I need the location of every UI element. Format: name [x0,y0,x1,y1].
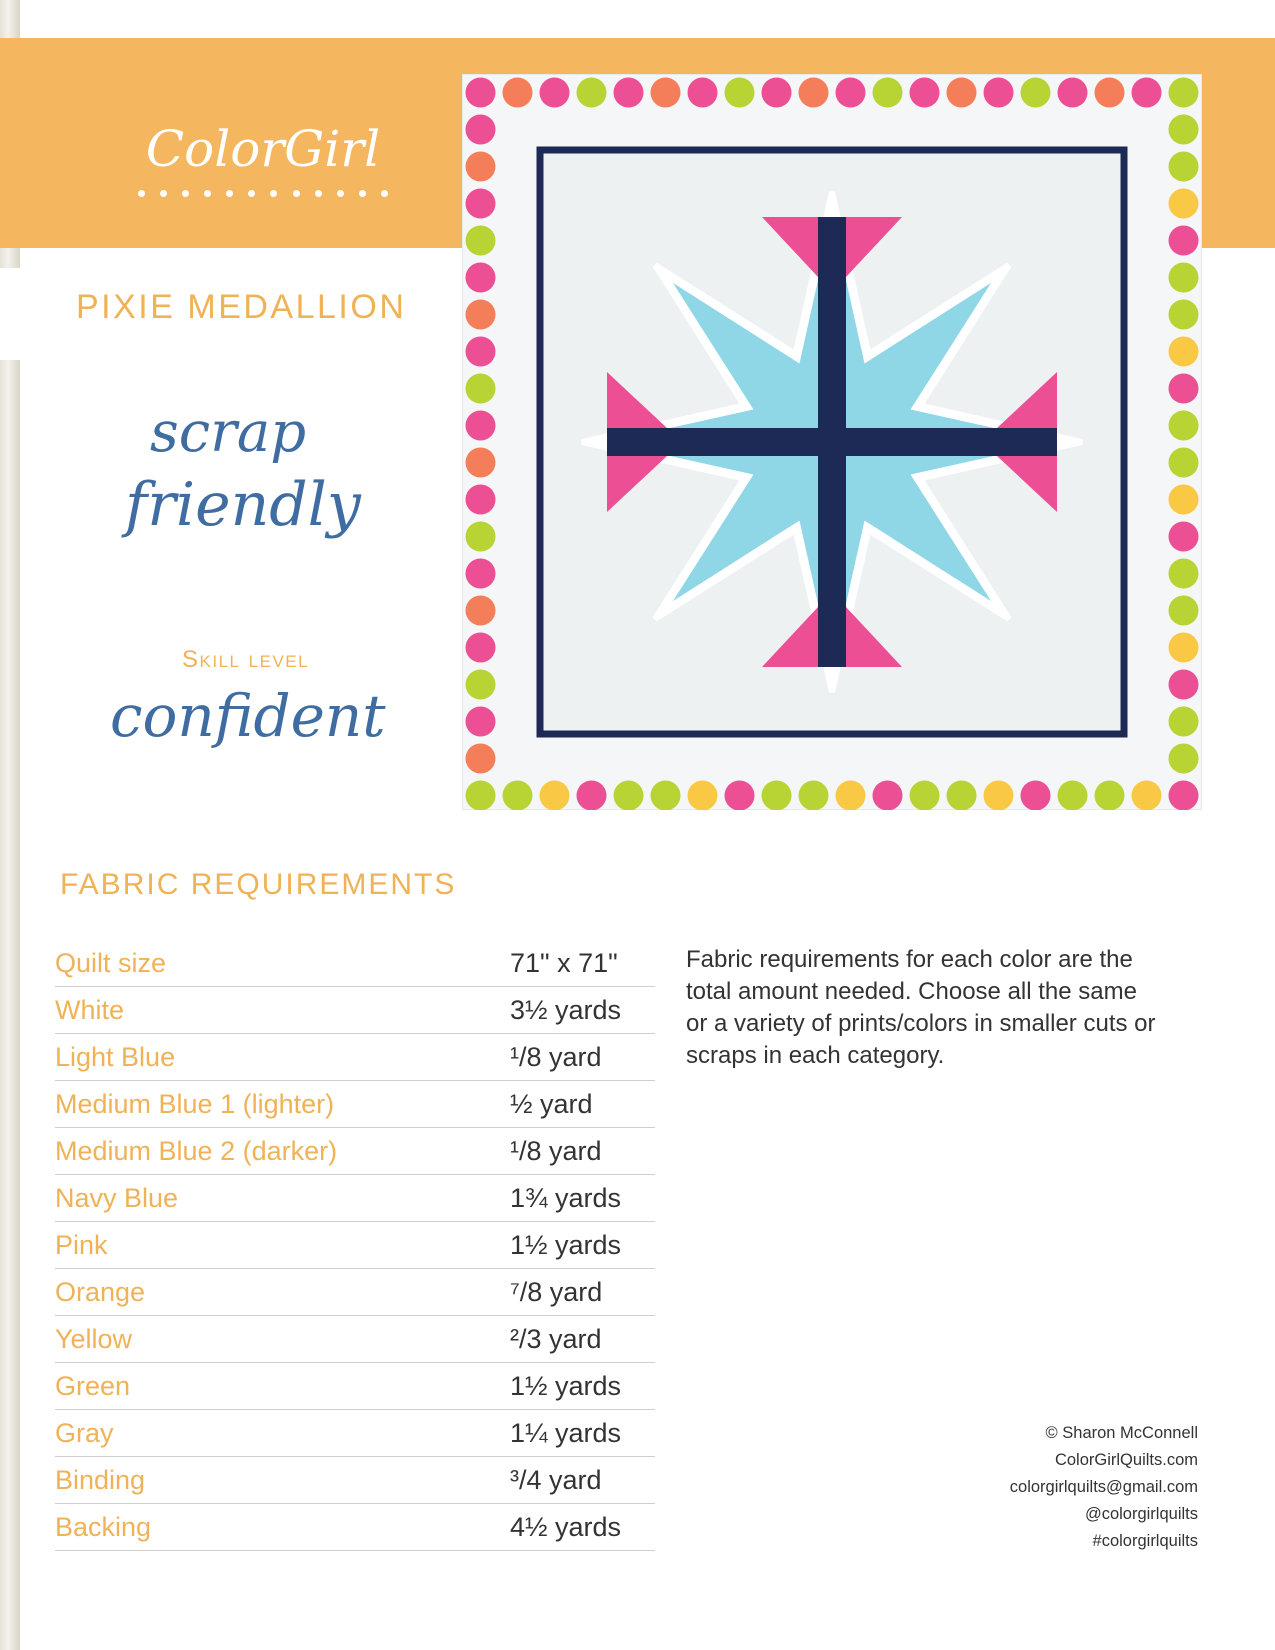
border-patch [1169,374,1199,404]
border-patch [873,781,903,811]
border-patch [725,781,755,811]
border-patch [1169,781,1199,811]
border-patch [799,781,829,811]
border-patch [466,448,496,478]
fabric-row [55,940,655,987]
border-patch [1169,633,1199,663]
border-patch [1169,189,1199,219]
skill-level-value: confident [110,682,386,750]
border-patch [466,670,496,700]
border-patch [466,781,496,811]
fabric-amount: 1¾ yards [510,1175,655,1222]
pattern-title: PIXIE MEDALLION [76,288,407,326]
fabric-note: Fabric requirements for each color are the total amount needed. Choose all the same or a variety of prints/colors in smaller cuts or scraps in each category. [686,946,1156,1069]
credit-email[interactable]: colorgirlquilts@gmail.com [1009,1478,1198,1496]
credits [880,1420,1198,1555]
border-patch [1132,78,1162,108]
fabric-row [55,1363,655,1410]
border-patch [1169,744,1199,774]
border-patch [1169,522,1199,552]
border-patch [1021,781,1051,811]
edge-gap [0,268,20,360]
border-patch [762,781,792,811]
border-patch [466,559,496,589]
border-patch [1132,781,1162,811]
border-patch [540,78,570,108]
fabric-amount: ¹/8 yard [510,1034,655,1081]
fabric-amount: 1½ yards [510,1222,655,1269]
border-patch [947,781,977,811]
fabric-row [55,1504,655,1551]
fabric-amount: ²/3 yard [510,1316,655,1363]
border-patch [651,781,681,811]
border-patch [947,78,977,108]
fabric-row [55,1269,655,1316]
border-patch [1169,707,1199,737]
fabric-amount: 3½ yards [510,987,655,1034]
fabric-name: Pink [55,1222,510,1269]
border-patch [688,78,718,108]
border-patch [577,78,607,108]
border-patch [1169,226,1199,256]
border-patch [910,781,940,811]
fabric-amount: ¹/8 yard [510,1128,655,1175]
navy-cross-horizontal [607,428,1057,456]
credit-hashtag: #colorgirlquilts [1092,1532,1198,1550]
fabric-row [55,1034,655,1081]
fabric-requirements-table [55,940,655,1551]
credit-website[interactable]: ColorGirlQuilts.com [1054,1451,1198,1469]
border-patch [1169,337,1199,367]
border-patch [466,300,496,330]
fabric-row [55,1175,655,1222]
border-patch [466,707,496,737]
fabric-amount: ³/4 yard [510,1457,655,1504]
border-patch [466,633,496,663]
fabric-row [55,1457,655,1504]
border-patch [466,226,496,256]
border-patch [466,115,496,145]
fabric-row [55,1222,655,1269]
credit-instagram[interactable]: @colorgirlquilts [1084,1505,1198,1523]
fabric-row [55,1316,655,1363]
logo-dots [138,190,388,197]
border-patch [577,781,607,811]
fabric-name: Medium Blue 2 (darker) [55,1128,510,1175]
border-patch [762,78,792,108]
border-patch [1169,411,1199,441]
tagline-line-1: scrap [150,400,307,465]
fabric-amount: ½ yard [510,1081,655,1128]
border-patch [466,374,496,404]
border-patch [799,78,829,108]
border-patch [1169,559,1199,589]
border-patch [503,78,533,108]
border-patch [651,78,681,108]
fabric-amount: ⁷/8 yard [510,1269,655,1316]
fabric-name: Yellow [55,1316,510,1363]
border-patch [466,411,496,441]
fabric-name: Gray [55,1410,510,1457]
colorgirl-logo [108,118,418,208]
border-patch [466,485,496,515]
border-patch [984,781,1014,811]
border-patch [836,781,866,811]
fabric-amount: 71" x 71" [510,940,655,987]
border-patch [503,781,533,811]
border-patch [540,781,570,811]
border-patch [725,78,755,108]
fabric-amount: 4½ yards [510,1504,655,1551]
border-patch [466,189,496,219]
fabric-name: Medium Blue 1 (lighter) [55,1081,510,1128]
border-patch [688,781,718,811]
border-patch [466,263,496,293]
border-patch [1058,781,1088,811]
fabric-name: Green [55,1363,510,1410]
quilt-illustration [462,74,1202,810]
fabric-row [55,1410,655,1457]
fabric-name: Binding [55,1457,510,1504]
border-patch [910,78,940,108]
fabric-amount: 1½ yards [510,1363,655,1410]
fabric-amount: 1¼ yards [510,1410,655,1457]
border-patch [466,78,496,108]
border-patch [1169,670,1199,700]
fabric-name: Orange [55,1269,510,1316]
fabric-row [55,1128,655,1175]
quilt-photo [462,74,1202,810]
border-patch [466,152,496,182]
border-patch [1169,115,1199,145]
border-patch [466,522,496,552]
border-patch [1169,263,1199,293]
border-patch [984,78,1014,108]
border-patch [1169,596,1199,626]
border-patch [1169,300,1199,330]
border-patch [1021,78,1051,108]
fabric-name: White [55,987,510,1034]
credit-copyright: © Sharon McConnell [1045,1424,1198,1442]
border-patch [1095,78,1125,108]
logo-text: ColorGirl [145,120,381,178]
border-patch [466,337,496,367]
tagline-line-2: friendly [125,470,361,540]
border-patch [1169,448,1199,478]
fabric-name: Light Blue [55,1034,510,1081]
border-patch [614,78,644,108]
border-patch [614,781,644,811]
fabric-name: Quilt size [55,940,510,987]
fabric-row [55,987,655,1034]
border-patch [836,78,866,108]
border-patch [1169,152,1199,182]
fabric-row [55,1081,655,1128]
border-patch [1169,78,1199,108]
border-patch [466,596,496,626]
border-patch [466,744,496,774]
skill-level-label: Skill level [182,646,310,673]
fabric-name: Backing [55,1504,510,1551]
fabric-requirements-heading: FABRIC REQUIREMENTS [60,868,457,901]
border-patch [1095,781,1125,811]
border-patch [1058,78,1088,108]
fabric-name: Navy Blue [55,1175,510,1222]
border-patch [1169,485,1199,515]
border-patch [873,78,903,108]
